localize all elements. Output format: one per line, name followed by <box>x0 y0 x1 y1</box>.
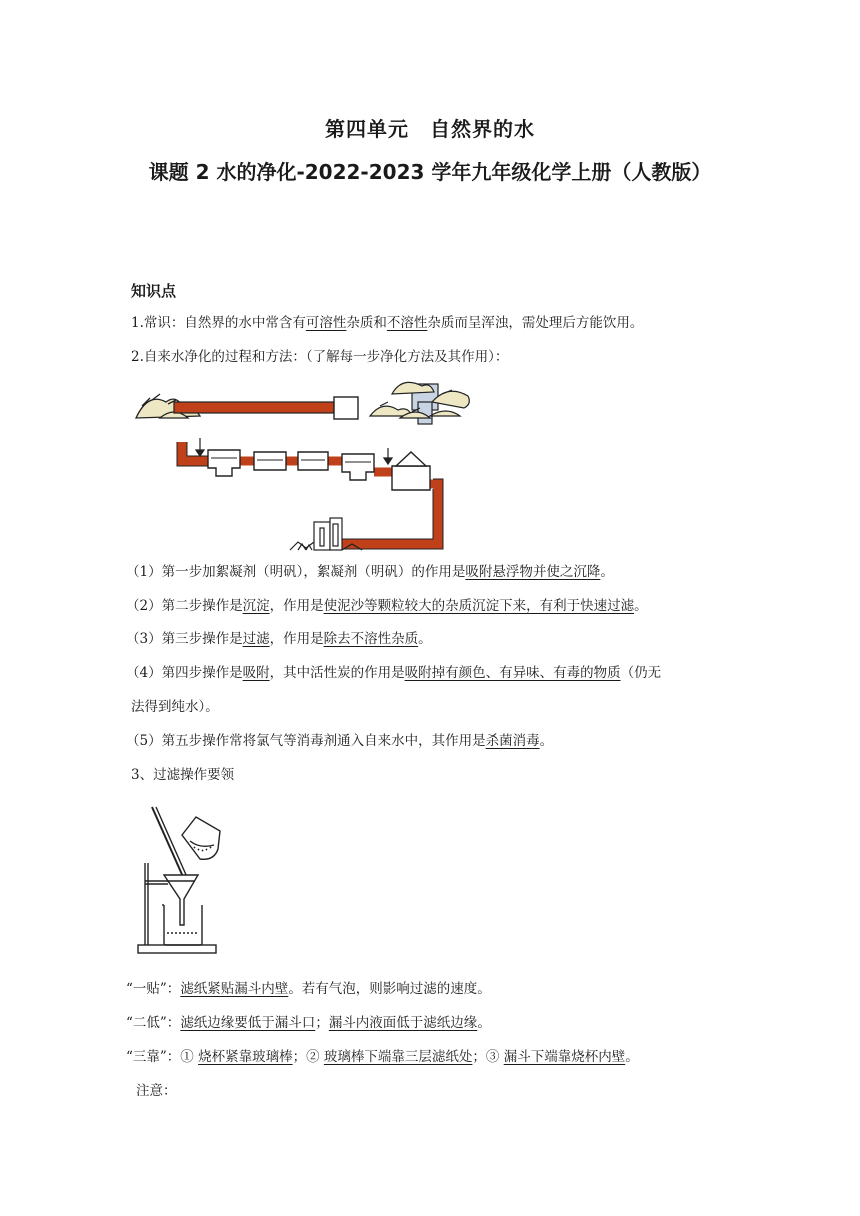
answer-step-2-op: 沉淀 <box>242 598 270 614</box>
answer-rule-3b: 玻璃棒下端靠三层滤纸处 <box>323 1049 473 1065</box>
intake-pipe <box>174 402 334 413</box>
answer-step-3-op: 过滤 <box>242 631 270 647</box>
answer-rule-1: 滤纸紧贴漏斗内壁 <box>180 981 289 997</box>
step-2: （2）第二步操作是沉淀，作用是使泥沙等颗粒较大的杂质沉淀下来，有利于快速过滤。 <box>126 598 648 614</box>
pouring-beaker <box>182 817 220 859</box>
answer-soluble: 可溶性 <box>305 315 347 331</box>
step-4-continued: 法得到纯水）。 <box>131 699 219 715</box>
lesson-title: 课题 2 水的净化-2022-2023 学年九年级化学上册（人教版） <box>148 160 712 184</box>
paragraph-common-sense: 1.常识：自然界的水中常含有可溶性杂质和不溶性杂质而呈浑浊，需处理后方能饮用。 <box>131 315 644 331</box>
intake-station <box>334 397 358 419</box>
answer-step-4-effect: 吸附掉有颜色、有异味、有毒的物质 <box>404 665 621 681</box>
answer-rule-3c: 漏斗下端靠烧杯内壁 <box>503 1049 626 1065</box>
glass-rod <box>152 807 184 879</box>
filtration-heading: 3、过滤操作要领 <box>131 767 235 783</box>
rule-two-low: “二低”：滤纸边缘要低于漏斗口；漏斗内液面低于滤纸边缘。 <box>126 1015 491 1031</box>
answer-step-5: 杀菌消毒 <box>485 733 540 749</box>
section-heading: 知识点 <box>131 282 177 300</box>
treatment-tanks <box>208 450 430 490</box>
waterfall-scene-illustration <box>370 382 469 424</box>
water-purification-diagram <box>130 372 480 554</box>
step-5: （5）第五步操作常将氯气等消毒剂通入自来水中，其作用是杀菌消毒。 <box>126 733 554 749</box>
answer-rule-2b: 漏斗内液面低于滤纸边缘 <box>328 1015 478 1031</box>
answer-insoluble: 不溶性 <box>386 315 428 331</box>
iron-stand-base <box>138 945 216 953</box>
answer-step-2-effect: 使泥沙等颗粒较大的杂质沉淀下来，有利于快速过滤 <box>323 598 635 614</box>
answer-step-3-effect: 除去不溶性杂质 <box>323 631 419 647</box>
answer-step-1: 吸附悬浮物并使之沉降 <box>465 564 601 580</box>
note-label: 注意： <box>136 1083 177 1099</box>
answer-rule-2a: 滤纸边缘要低于漏斗口 <box>180 1015 316 1031</box>
step-4: （4）第四步操作是吸附，其中活性炭的作用是吸附掉有颜色、有异味、有毒的物质（仍无 <box>126 665 662 681</box>
filtration-apparatus-diagram <box>134 805 226 957</box>
step-1: （1）第一步加絮凝剂（明矾），絮凝剂（明矾）的作用是吸附悬浮物并使之沉降。 <box>126 564 614 580</box>
answer-rule-3a: 烧杯紧靠玻璃棒 <box>198 1049 293 1065</box>
unit-title: 第四单元 自然界的水 <box>325 117 535 141</box>
rule-one-stick: “一贴”：滤纸紧贴漏斗内壁。若有气泡，则影响过滤的速度。 <box>126 981 491 997</box>
answer-step-4-op: 吸附 <box>242 665 270 681</box>
rule-three-lean: “三靠”：① 烧杯紧靠玻璃棒；② 玻璃棒下端靠三层滤纸处；③ 漏斗下端靠烧杯内壁。 <box>126 1049 639 1065</box>
paragraph-tap-water-process: 2.自来水净化的过程和方法：（了解每一步净化方法及其作用）： <box>131 349 509 365</box>
step-3: （3）第三步操作是过滤，作用是除去不溶性杂质。 <box>126 631 432 647</box>
funnel <box>164 875 198 925</box>
